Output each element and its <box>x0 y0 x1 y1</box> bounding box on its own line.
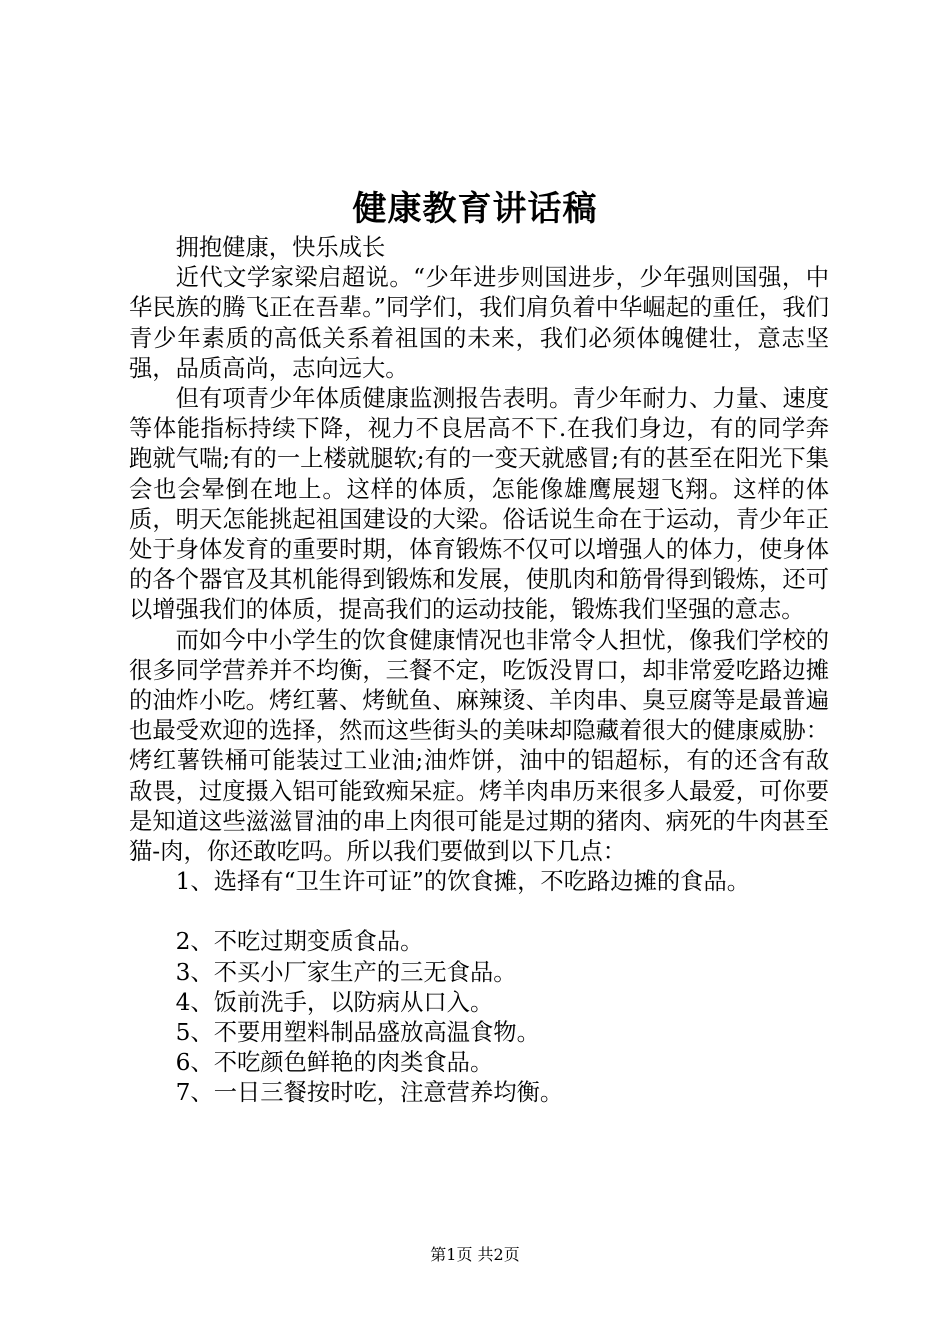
list-item: 3、不买小厂家生产的三无食品。 <box>175 958 517 986</box>
subtitle: 拥抱健康，快乐成长 <box>175 234 386 261</box>
list-item: 7、一日三餐按时吃，注意营养均衡。 <box>175 1079 564 1107</box>
document-body <box>129 233 829 1109</box>
paragraph: 近代文学家梁启超说。“少年进步则国进步，少年强则国强，中华民族的腾飞正在吾辈。”同学们，我们肩负着中华崛起的重任，我们青少年素质的高低关系着祖国的未来，我们必须体魄健壮，意志坚强，品质高尚，志向远大。 <box>129 264 829 382</box>
list-item: 2、不吃过期变质食品。 <box>175 928 424 956</box>
list-item: 6、不吃颜色鲜艳的肉类食品。 <box>175 1049 494 1077</box>
paragraph: 而如今中小学生的饮食健康情况也非常令人担忧，像我们学校的很多同学营养并不均衡，三餐不定，吃饭没胃口，却非常爱吃路边摊的油炸小吃。烤红薯、烤鱿鱼、麻辣烫、羊肉串、臭豆腐等是最普遍也最受欢迎的选择，然而这些街头的美味却隐藏着很大的健康威胁：烤红薯铁桶可能装过工业油;油炸饼，油中的铝超标，有的还含有敌敌畏，过度摄入铝可能致痴呆症。烤羊肉串历来很多人最爱，可你要是知道这些滋滋冒油的串上肉很可能是过期的猪肉、病死的牛肉甚至猫-肉，你还敢吃吗。所以我们要做到以下几点： <box>129 626 829 866</box>
paragraph: 但有项青少年体质健康监测报告表明。青少年耐力、力量、速度等体能指标持续下降，视力不良居高不下.在我们身边，有的同学奔跑就气喘;有的一上楼就腿软;有的一变天就感冒;有的甚至在阳光下集会也会晕倒在地上。这样的体质，怎能像雄鹰展翅飞翔。这样的体质，明天怎能挑起祖国建设的大梁。俗话说生命在于运动，青少年正处于身体发育的重要时期，体育锻炼不仅可以增强人的体力，使身体的各个器官及其机能得到锻炼和发展，使肌肉和筋骨得到锻炼，还可以增强我们的体质，提高我们的运动技能，锻炼我们坚强的意志。 <box>129 385 829 624</box>
spacer <box>129 897 829 927</box>
list-item: 4、饭前洗手，以防病从口入。 <box>175 988 494 1016</box>
page-footer: 第1页 共2页 <box>430 1245 520 1264</box>
list-item: 1、选择有“卫生许可证”的饮食摊，不吃路边摊的食品。 <box>175 868 751 896</box>
list-item: 5、不要用塑料制品盛放高温食物。 <box>175 1019 540 1047</box>
document-title: 健康教育讲话稿 <box>352 189 598 229</box>
